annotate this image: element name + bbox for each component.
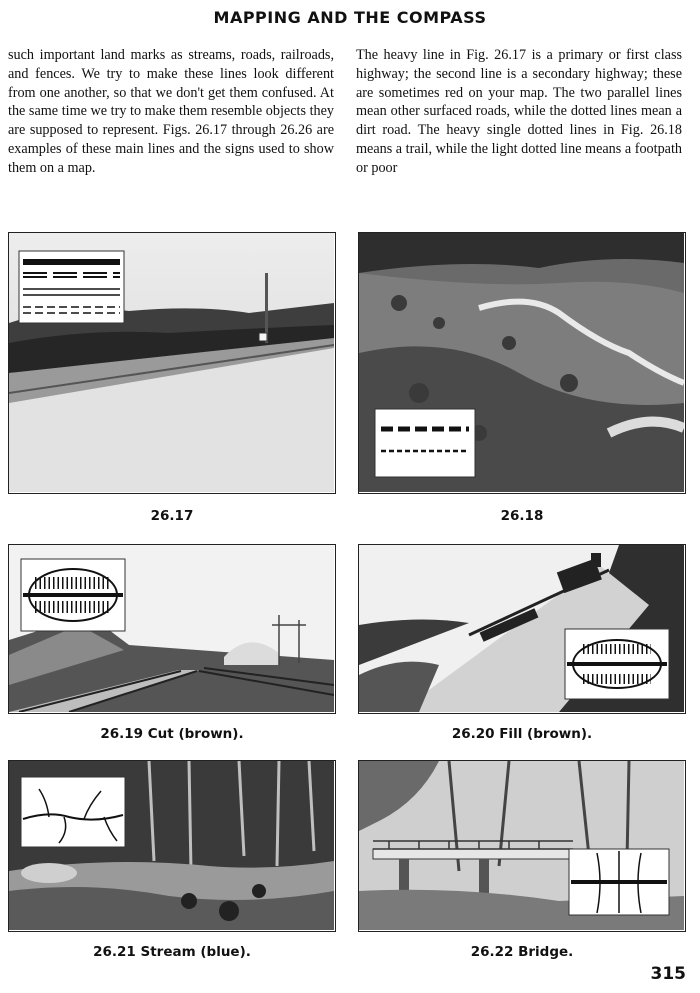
page-number: 315 [650, 964, 686, 984]
figure-26-20-photo [358, 544, 686, 714]
figure-26-18-photo [358, 232, 686, 494]
stream-map-symbol-inset [21, 777, 125, 847]
page-header: MAPPING AND THE COMPASS [213, 8, 487, 27]
road-map-symbols-inset [19, 251, 124, 323]
trail-map-symbols-inset [375, 409, 475, 477]
cut-map-symbol-inset [21, 559, 125, 631]
figure-26-22-caption: 26.22 Bridge. [470, 944, 574, 960]
figure-26-18-caption: 26.18 [500, 508, 544, 524]
body-text-left-column: such important land marks as streams, roads, railroads, and fences. We try to make these lines look different from one another, so that we don't get them confused. At the same time we try to make them resemble objects they are supposed to represent. Figs. 26.17 through 26.26 are examples of these main lines and the signs used to show them on a map. [8, 47, 334, 176]
figure-26-21-caption: 26.21 Stream (blue). [93, 944, 251, 960]
figure-26-19-caption: 26.19 Cut (brown). [100, 726, 244, 742]
figure-26-17-photo [8, 232, 336, 494]
body-text-right-column: The heavy line in Fig. 26.17 is a primary or first class highway; the second line is a secondary highway; these are sometimes red on your map. The two parallel lines mean other surfaced roads, while the dotted lines mean a dirt road. The heavy single dotted lines in Fig. 26.18 means a trail, while the light dotted line means a footpath or poor [356, 47, 682, 176]
bridge-map-symbol-inset [569, 849, 669, 915]
figure-26-17-caption: 26.17 [150, 508, 194, 524]
figure-26-19-photo [8, 544, 336, 714]
fill-map-symbol-inset [565, 629, 669, 699]
figure-26-20-caption: 26.20 Fill (brown). [451, 726, 593, 742]
figure-26-22-photo [358, 760, 686, 932]
figure-26-21-photo [8, 760, 336, 932]
